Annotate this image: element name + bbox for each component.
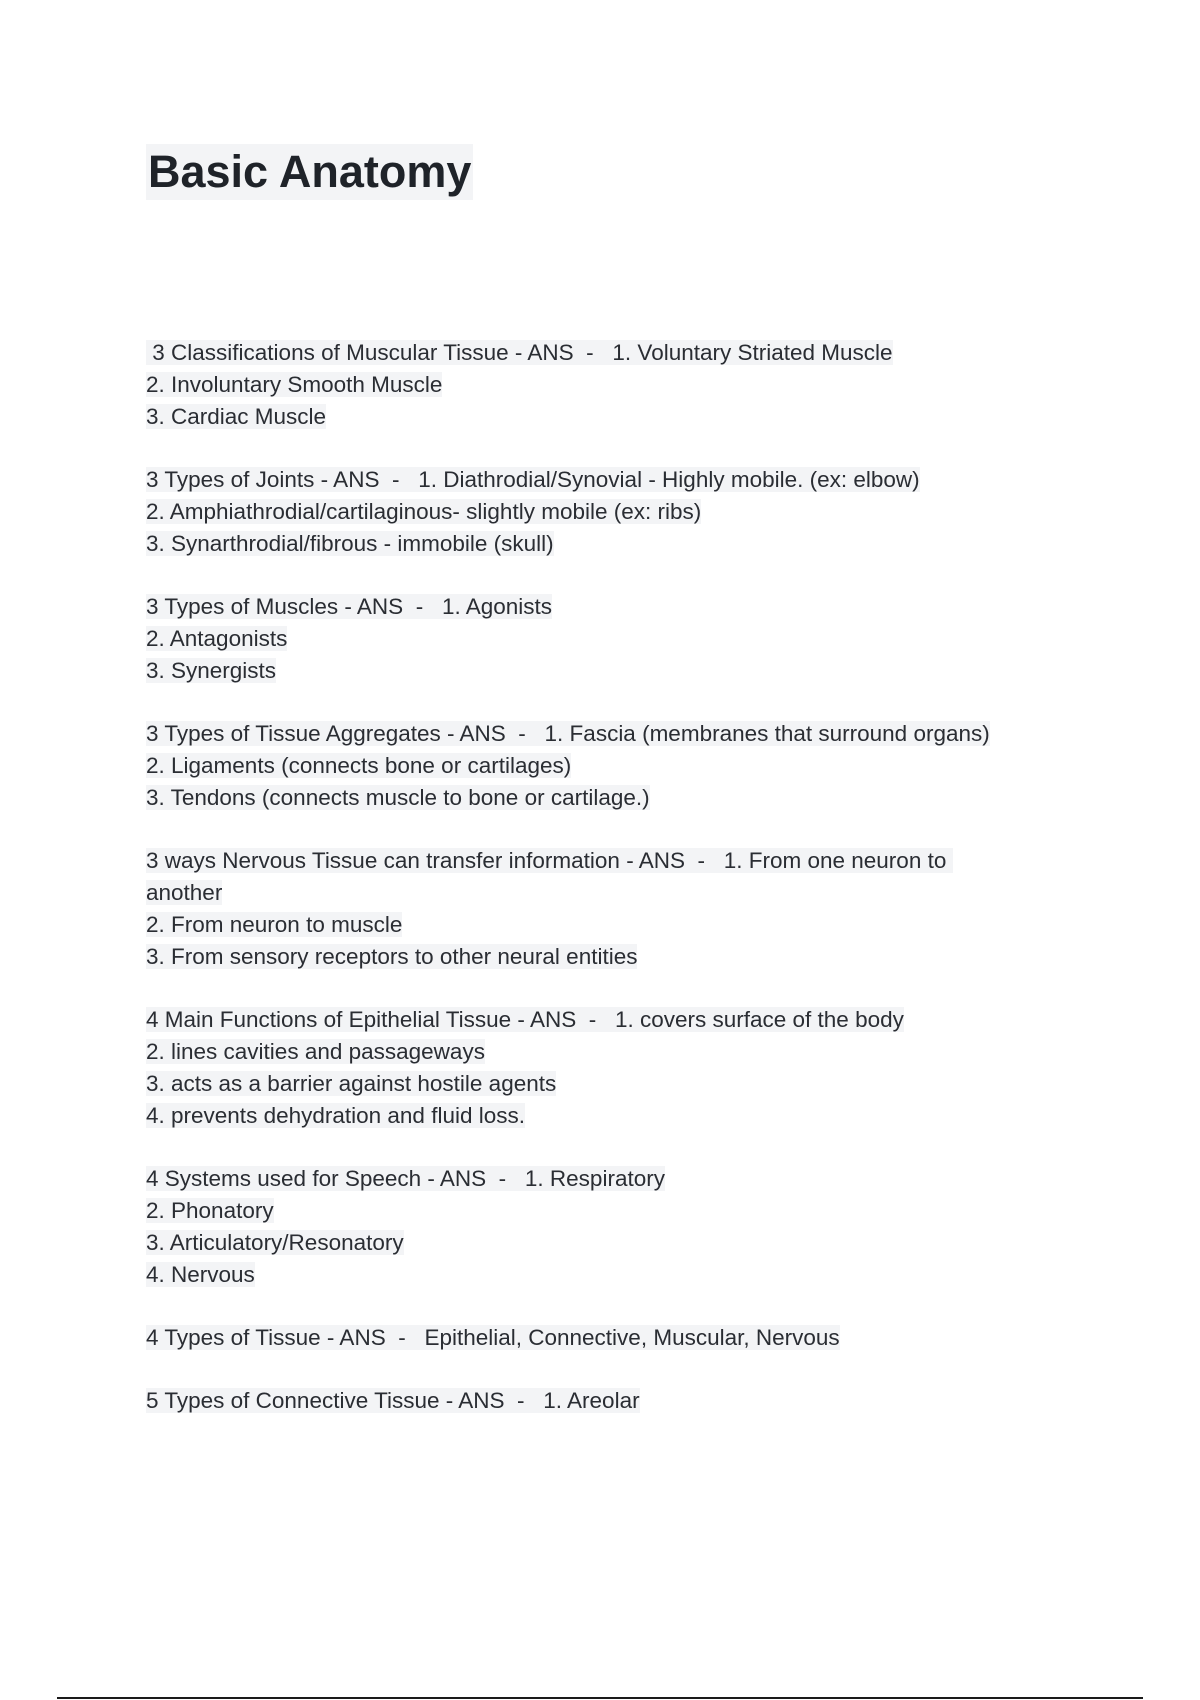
entry-line [146, 496, 1086, 528]
entry-line [146, 1227, 1086, 1259]
entry-line [146, 464, 1086, 496]
entry-line-text: 3. acts as a barrier against hostile agents [146, 1071, 557, 1096]
entry-line [146, 655, 1086, 687]
entry-line-text: 5 Types of Connective Tissue - ANS - 1. Areolar [146, 1388, 640, 1413]
entry-line-text: 3. Tendons (connects muscle to bone or cartilage.) [146, 785, 650, 810]
entry-line-text: 2. lines cavities and passageways [146, 1039, 485, 1064]
entry-line-text: 3. Synergists [146, 658, 277, 683]
entry-line [146, 845, 1006, 909]
entry-line-text: 3 Types of Tissue Aggregates - ANS - 1. Fascia (membranes that surround organs) [146, 721, 990, 746]
entry-joints [146, 464, 1086, 560]
entry-line [146, 1385, 1086, 1417]
entry-line-text: 2. Ligaments (connects bone or cartilages) [146, 753, 572, 778]
entry-line [146, 337, 1086, 369]
entry-line-text: 3. Articulatory/Resonatory [146, 1230, 404, 1255]
entry-line-text: 2. Phonatory [146, 1198, 274, 1223]
entry-line-text: 3 Types of Joints - ANS - 1. Diathrodial/Synovial - Highly mobile. (ex: elbow) [146, 467, 920, 492]
page-title: Basic Anatomy [146, 144, 473, 200]
entry-line [146, 1004, 1086, 1036]
entry-line [146, 1036, 1086, 1068]
entry-line-text: 3 ways Nervous Tissue can transfer information - ANS - 1. From one neuron to another [146, 848, 953, 905]
entry-line [146, 718, 1086, 750]
entry-line-text: 3. Cardiac Muscle [146, 404, 327, 429]
entry-line-text: 4. Nervous [146, 1262, 255, 1287]
entry-line [146, 528, 1086, 560]
entry-speech-systems [146, 1163, 1086, 1291]
entry-line [146, 369, 1086, 401]
entry-line-text: 2. Antagonists [146, 626, 288, 651]
entry-tissue-types [146, 1322, 1086, 1354]
entry-line [146, 1259, 1086, 1291]
entry-muscles [146, 591, 1086, 687]
entry-line-text: 4 Systems used for Speech - ANS - 1. Respiratory [146, 1166, 665, 1191]
entry-line [146, 782, 1086, 814]
page-bottom-rule [57, 1697, 1143, 1699]
entry-line [146, 1195, 1086, 1227]
entry-line [146, 750, 1086, 782]
entry-line-text: 2. Amphiathrodial/cartilaginous- slightly mobile (ex: ribs) [146, 499, 702, 524]
entry-line-text: 3. From sensory receptors to other neural entities [146, 944, 638, 969]
entry-line [146, 591, 1086, 623]
entry-line-text: 3 Classifications of Muscular Tissue - ANS - 1. Voluntary Striated Muscle [146, 340, 893, 365]
entry-line [146, 1163, 1086, 1195]
entry-muscular-tissue [146, 337, 1086, 433]
entry-line-text: 3 Types of Muscles - ANS - 1. Agonists [146, 594, 553, 619]
entry-line-text: 4 Types of Tissue - ANS - Epithelial, Connective, Muscular, Nervous [146, 1325, 840, 1350]
entry-line-text: 2. Involuntary Smooth Muscle [146, 372, 443, 397]
entry-line [146, 1100, 1086, 1132]
entry-line-text: 3. Synarthrodial/fibrous - immobile (skull) [146, 531, 554, 556]
entry-line [146, 1068, 1086, 1100]
entry-line [146, 941, 1086, 973]
entry-line-text: 2. From neuron to muscle [146, 912, 403, 937]
entry-nervous-tissue [146, 845, 1086, 973]
flashcard-list [146, 337, 1086, 1448]
entry-tissue-aggregates [146, 718, 1086, 814]
entry-line-text: 4. prevents dehydration and fluid loss. [146, 1103, 525, 1128]
entry-line [146, 401, 1086, 433]
entry-line [146, 623, 1086, 655]
entry-connective-tissue [146, 1385, 1086, 1417]
entry-line [146, 1322, 1086, 1354]
entry-line-text: 4 Main Functions of Epithelial Tissue - ANS - 1. covers surface of the body [146, 1007, 904, 1032]
entry-line [146, 909, 1086, 941]
entry-epithelial-functions [146, 1004, 1086, 1132]
